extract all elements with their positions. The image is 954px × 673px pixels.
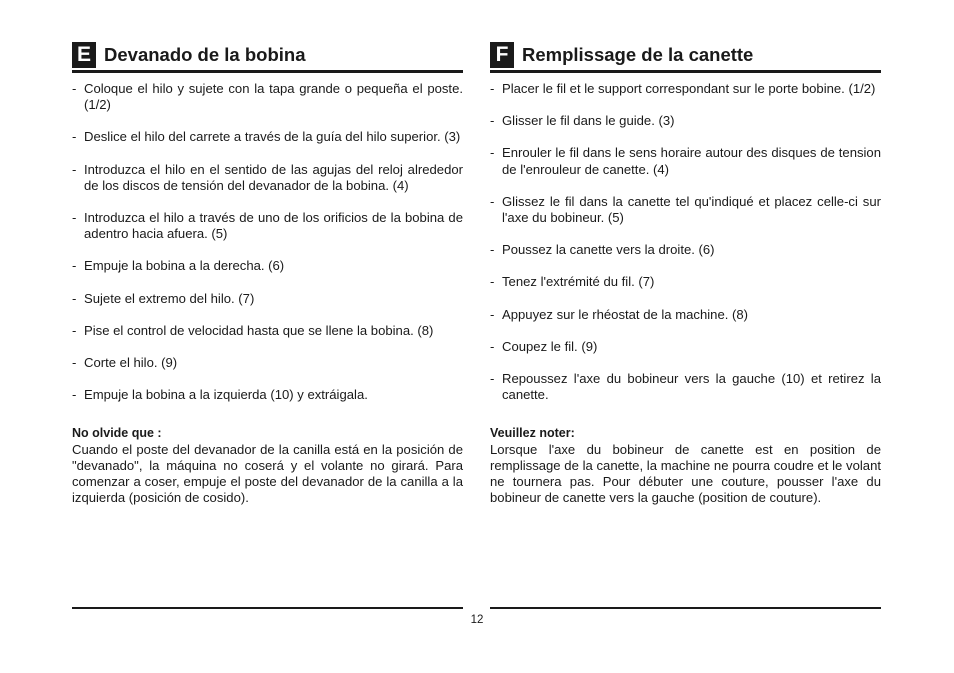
bullet-dash: - [490,193,495,209]
note-text: Cuando el poste del devanador de la canilla está en la posición de "devanado", la máquina no coserá y el volante no girará. Para comenzar a coser, empuje el poste del devanador de la canilla a la izquierda (posición de cosido). [72,441,463,506]
bullet-dash: - [490,338,495,354]
section-f-steps [490,81,881,403]
list-item [72,258,463,274]
bullet-dash: - [72,161,77,177]
list-item [490,307,881,323]
section-f-letter-badge: F [490,42,514,68]
bullet-dash: - [490,274,495,290]
list-item [490,81,881,97]
note-title: No olvide que : [72,426,162,441]
bullet-dash: - [72,387,77,403]
section-f-header [490,42,881,73]
step-text: Coupez le fil. (9) [502,338,598,354]
step-text: Coloque el hilo y sujete con la tapa grande o pequeña el poste. (1/2) [84,81,463,113]
bullet-dash: - [490,81,495,96]
section-f-title: Remplissage de la canette [522,44,754,65]
step-text: Introduzca el hilo a través de uno de los orificios de la bobina de adentro hacia afuera. (5) [84,210,463,242]
bullet-dash: - [72,322,77,338]
step-text: Pise el control de velocidad hasta que se llene la bobina. (8) [84,322,434,338]
note-title: Veuillez noter: [490,426,575,441]
bullet-dash: - [490,145,495,161]
step-text: Repoussez l'axe du bobineur vers la gauche (10) et retirez la canette. [502,371,881,403]
bullet-dash: - [72,258,77,274]
footer-rule-right [490,607,881,609]
step-text: Placer le fil et le support correspondant sur le porte bobine. (1/2) [502,81,876,96]
step-text: Appuyez sur le rhéostat de la machine. (8) [502,306,749,322]
list-item [72,162,463,194]
section-e-title: Devanado de la bobina [104,44,306,65]
bullet-dash: - [72,129,77,145]
step-text: Glissez le fil dans la canette tel qu'indiqué et placez celle-ci sur l'axe du bobineur. (5) [502,193,881,226]
step-text: Deslice el hilo del carrete a través de la guía del hilo superior. (3) [84,129,461,145]
note-text: Lorsque l'axe du bobineur de canette est en position de remplissage de la canette, la machine ne pourra coudre et le volant ne tournera pas. Pour débuter une couture, pousser l'axe du bobineur de canette vers la gauche (position de couture). [490,441,881,506]
step-text: Introduzca el hilo en el sentido de las agujas del reloj alrededor de los discos de tensión del devanador de la bobina. (4) [84,161,463,193]
list-item [490,339,881,355]
step-text: Glisser le fil dans le guide. (3) [502,113,675,129]
section-e [72,42,463,506]
list-item [72,355,463,371]
list-item [490,113,881,129]
section-f-note [490,425,881,506]
list-item [72,291,463,307]
list-item [490,194,881,226]
step-text: Empuje la bobina a la derecha. (6) [84,258,285,274]
bullet-dash: - [72,81,77,96]
list-item [72,129,463,145]
bullet-dash: - [72,290,77,306]
bullet-dash: - [72,355,77,371]
list-item [72,210,463,242]
list-item [72,387,463,403]
list-item [490,274,881,290]
footer-rule-left [72,607,463,609]
bullet-dash: - [490,371,495,387]
list-item [490,371,881,403]
step-text: Enrouler le fil dans le sens horaire autour des disques de tension de l'enrouleur de canette. (4) [502,145,881,177]
list-item [490,145,881,177]
page-number: 12 [470,614,484,626]
section-e-letter-badge: E [72,42,96,68]
step-text: Tenez l'extrémité du fil. (7) [502,274,655,290]
list-item [490,242,881,258]
section-f [490,42,881,506]
step-text: Poussez la canette vers la droite. (6) [502,242,715,258]
list-item [72,323,463,339]
step-text: Corte el hilo. (9) [84,355,178,371]
bullet-dash: - [490,306,495,322]
bullet-dash: - [490,242,495,258]
section-e-note [72,425,463,506]
list-item [72,81,463,113]
section-e-header [72,42,463,73]
section-e-steps [72,81,463,403]
step-text: Sujete el extremo del hilo. (7) [84,290,255,306]
bullet-dash: - [490,113,495,129]
bullet-dash: - [72,210,77,226]
step-text: Empuje la bobina a la izquierda (10) y extráigala. [84,387,368,403]
